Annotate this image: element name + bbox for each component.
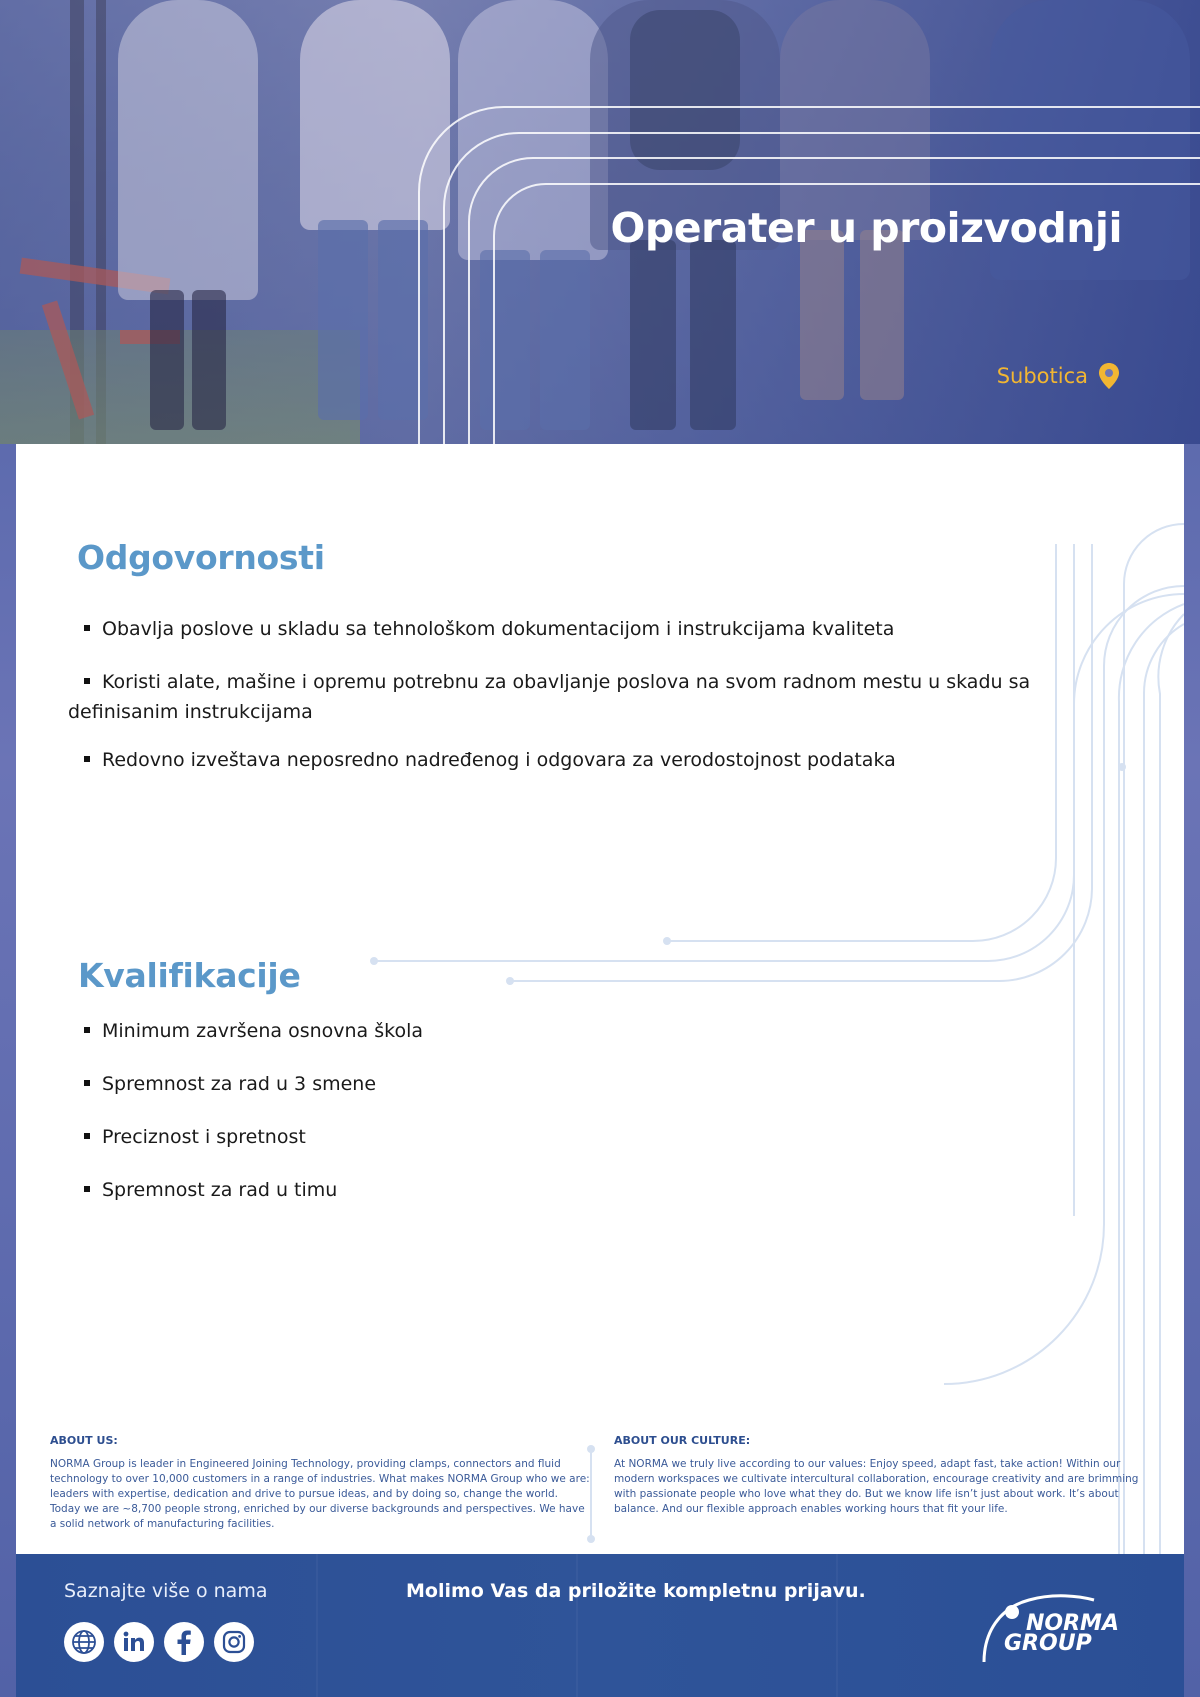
list-item [76, 1122, 776, 1152]
linkedin-icon [121, 1629, 147, 1655]
list-item-text: Preciznost i spretnost [102, 1126, 306, 1148]
decorative-curve-lines [16, 444, 1184, 1554]
bullet-icon [84, 1080, 90, 1086]
logo-text-norma: NORMA [1026, 1611, 1119, 1636]
bullet-icon [84, 756, 90, 762]
list-item [76, 1016, 776, 1046]
about-culture-title: ABOUT OUR CULTURE: [614, 1434, 751, 1447]
about-culture-text: At NORMA we truly live according to our values: Enjoy speed, adapt fast, take action! Within our modern workspaces we cultivate intercultural collaboration, encourage creativity and are brimming with passionate people who love what they do. But we know life isn’t just about work. It’s about balance. And our flexible approach enables working hours that fit your life. [614, 1458, 1139, 1515]
list-item [76, 745, 1076, 775]
job-title: Operater u proizvodnji [610, 204, 1122, 252]
location-text: Subotica [996, 364, 1088, 388]
social-links [64, 1622, 254, 1662]
job-location [997, 362, 1120, 390]
qualifications-title: Kvalifikacije [78, 956, 301, 995]
linkedin-link[interactable] [114, 1622, 154, 1662]
about-us-text: NORMA Group is leader in Engineered Joining Technology, providing clamps, connectors and fluid technology to over 10,000 customers in a range of industries. What makes NORMA Group who we are: leaders with expertise, dedication and drive to pursue ideas, and by doing so, change the world. Today we are ~8,700 people strong, enriched by our diverse backgrounds and perspectives. We have a solid network of manufacturing facilities. [50, 1458, 590, 1530]
norma-group-logo [974, 1578, 1144, 1672]
facebook-link[interactable] [164, 1622, 204, 1662]
instagram-icon [221, 1629, 247, 1655]
bullet-icon [84, 1027, 90, 1033]
footer-texture [316, 1554, 318, 1697]
list-item [76, 1069, 776, 1099]
qualifications-list [76, 1016, 776, 1205]
about-us-title: ABOUT US: [50, 1434, 118, 1447]
website-link[interactable] [64, 1622, 104, 1662]
bullet-icon [84, 678, 90, 684]
map-pin-icon [1098, 362, 1120, 390]
learn-more-text: Saznajte više o nama [64, 1580, 268, 1602]
bullet-icon [84, 625, 90, 631]
list-item-text-continuation: definisanim instrukcijama [68, 701, 313, 723]
footer [16, 1554, 1184, 1697]
responsibilities-list [68, 614, 1076, 775]
instagram-link[interactable] [214, 1622, 254, 1662]
bullet-icon [84, 1186, 90, 1192]
logo-text-group: GROUP [1004, 1631, 1092, 1656]
list-item-text: Spremnost za rad u timu [102, 1179, 338, 1201]
bullet-icon [84, 1133, 90, 1139]
list-item-text: Redovno izveštava neposredno nadređenog i odgovara za verodostojnost podataka [102, 749, 896, 771]
about-culture-section [614, 1434, 1154, 1517]
about-us-section [50, 1434, 590, 1532]
content-card [16, 444, 1184, 1554]
hero-banner [0, 0, 1200, 444]
footer-texture [836, 1554, 838, 1697]
responsibilities-title: Odgovornosti [77, 538, 325, 577]
list-item [76, 1175, 776, 1205]
norma-logo-mark [974, 1578, 1144, 1668]
list-item-text: Koristi alate, mašine i opremu potrebnu za obavljanje poslova na svom radnom mestu u skadu sa [102, 671, 1031, 693]
facebook-icon [172, 1628, 196, 1656]
globe-icon [70, 1628, 98, 1656]
list-item-text: Obavlja poslove u skladu sa tehnološkom dokumentacijom i instrukcijama kvaliteta [102, 618, 895, 640]
list-item-text: Minimum završena osnovna škola [102, 1020, 424, 1042]
footer-texture [576, 1554, 578, 1697]
apply-call-to-action: Molimo Vas da priložite kompletnu prijavu. [406, 1580, 866, 1602]
list-item-text: Spremnost za rad u 3 smene [102, 1073, 377, 1095]
list-item [76, 614, 1076, 644]
list-item [68, 667, 1076, 727]
